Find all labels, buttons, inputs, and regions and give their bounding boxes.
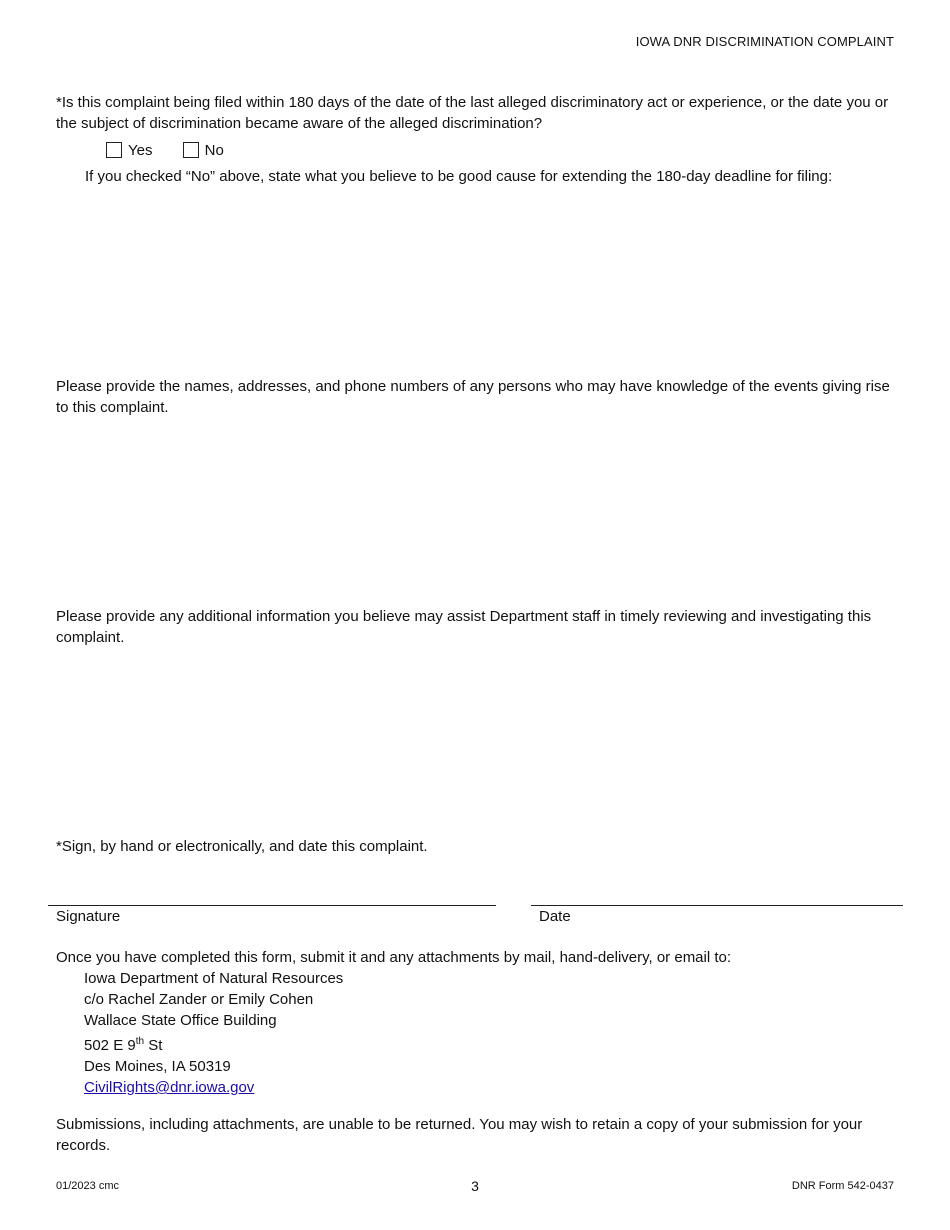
submission-intro: Once you have completed this form, submit it and any attachments by mail, hand-delivery, or email to: (56, 949, 732, 966)
street-number: 502 E 9 (84, 1037, 136, 1054)
address-city: Des Moines, IA 50319 (84, 1058, 231, 1075)
no-label: No (204, 142, 224, 159)
street-ordinal: th (135, 1036, 145, 1047)
good-cause-field[interactable] (56, 192, 896, 362)
page-number: 3 (471, 1178, 479, 1194)
email-link[interactable]: CivilRights@dnr.iowa.gov (84, 1079, 255, 1096)
footer-form-number: DNR Form 542-0437 (791, 1180, 894, 1192)
footer-revision: 01/2023 cmc (56, 1180, 119, 1192)
additional-info-prompt: Please provide any additional information you believe may assist Department staff in timely reviewing and investigating this complaint. (56, 608, 872, 646)
mailing-address (84, 968, 343, 1098)
no-checkbox[interactable] (183, 142, 199, 158)
witnesses-prompt: Please provide the names, addresses, and phone numbers of any persons who may have knowledge of the events giving rise to this complaint. (56, 378, 890, 416)
option-yes[interactable] (106, 140, 152, 161)
signature-label: Signature (56, 908, 121, 925)
option-no[interactable] (183, 140, 224, 161)
address-org: Iowa Department of Natural Resources (84, 970, 344, 987)
street-suffix: St (144, 1037, 163, 1054)
address-attn: c/o Rachel Zander or Emily Cohen (84, 991, 314, 1008)
witnesses-field[interactable] (56, 422, 896, 592)
timing-options (106, 140, 250, 161)
form-header-title: IOWA DNR DISCRIMINATION COMPLAINT (635, 34, 894, 49)
date-label: Date (539, 908, 571, 925)
timing-question: *Is this complaint being filed within 180 days of the date of the last alleged discriminatory act or experience, or the date you or the subject of discrimination became aware of the alleged discrimination? (56, 94, 889, 132)
good-cause-prompt: If you checked “No” above, state what you believe to be good cause for extending the 180-day deadline for filing: (85, 168, 833, 185)
yes-label: Yes (128, 142, 153, 159)
address-building: Wallace State Office Building (84, 1012, 277, 1029)
date-line[interactable] (531, 905, 903, 906)
additional-info-field[interactable] (56, 652, 896, 822)
sign-prompt: *Sign, by hand or electronically, and date this complaint. (56, 838, 428, 855)
address-street (84, 1031, 343, 1056)
return-notice: Submissions, including attachments, are unable to be returned. You may wish to retain a copy of your submission for your records. (56, 1116, 863, 1154)
yes-checkbox[interactable] (106, 142, 122, 158)
